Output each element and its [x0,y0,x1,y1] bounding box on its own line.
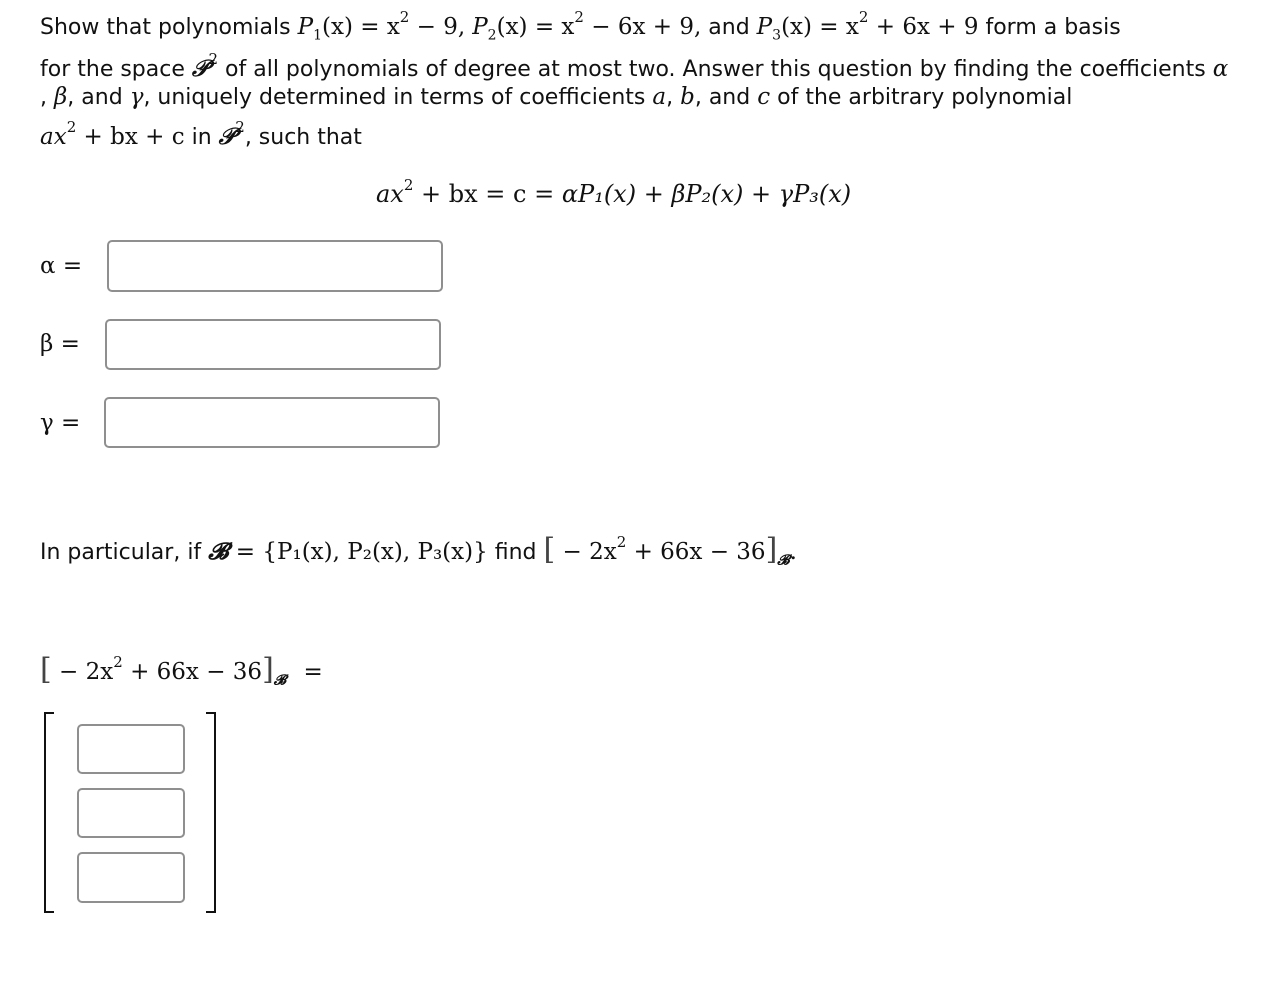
arbitrary-polynomial: $ax^2$ + bx + c [40,118,185,150]
coordinate-lhs: [ − $2x^2 + 66x - 36]_𝓑$ = [40,652,323,689]
line2-post: of all polynomials of degree at most two. Answer this question by finding the coefficients [225,57,1206,82]
polynomial-p1: $P_1(x) = x^2 - 9$, [297,8,466,44]
beta-symbol: β [54,84,68,110]
target-coordinate-vector: [ − $2x^2 + 66x - 36]_𝓑$. [543,532,797,569]
and-word: and [708,15,750,40]
particular-intro: In particular, if [40,540,202,565]
matrix-right-bracket [206,712,216,913]
coordinate-entry-2[interactable] [77,788,185,838]
and-text: , and [67,85,123,110]
equals-sign: = [303,659,323,685]
line1-intro: Show that polynomials [40,15,291,40]
line2-pre: for the space [40,57,185,82]
coef-a: a [652,84,667,110]
in-word: in [191,125,212,150]
basis-definition: 𝓑 = {P₁(x), P₂(x), P₃(x)} [208,538,488,565]
beta-label: β = [40,331,80,357]
display-equation: $ax^2$ + bx = c = αP₁(x) + βP₂(x) + γP₃(x) [376,176,852,208]
gamma-input[interactable] [104,397,440,448]
polynomial-p2: $P_2(x) = x^2 - 6x + 9$, [472,8,702,44]
line1-end: form a basis [985,15,1121,40]
line3-end: of the arbitrary polynomial [777,85,1073,110]
space-symbol: 𝒫$^2$ [191,50,219,82]
alpha-input[interactable] [107,240,443,292]
gamma-symbol: γ [129,84,144,110]
problem-line-2 [40,50,1229,82]
coordinate-entry-3[interactable] [77,852,185,903]
problem-line-1 [40,8,1121,44]
beta-input[interactable] [105,319,441,370]
uniquely-text: , uniquely determined in terms of coefficients [143,85,646,110]
problem-line-3: , β, and γ, uniquely determined in terms of coefficients a, b, and c of the arbitrary polynomial [40,84,1073,110]
matrix-left-bracket [44,712,54,913]
coordinate-entry-1[interactable] [77,724,185,774]
coef-b: b [680,84,695,110]
gamma-label: γ = [40,410,81,436]
coef-c: c [757,84,771,110]
particular-line [40,532,797,567]
comma: , [40,85,47,110]
and-text-2: , and [694,85,751,110]
alpha-symbol: α [1212,56,1229,82]
polynomial-p3: $P_3(x) = x^2 + 6x + 9$ [756,8,979,44]
problem-line-4 [40,118,362,150]
find-word: find [494,540,537,565]
line4-end: , such that [244,125,362,150]
alpha-label: α = [40,253,83,279]
space-symbol-2: 𝒫$^2$ [218,118,245,150]
